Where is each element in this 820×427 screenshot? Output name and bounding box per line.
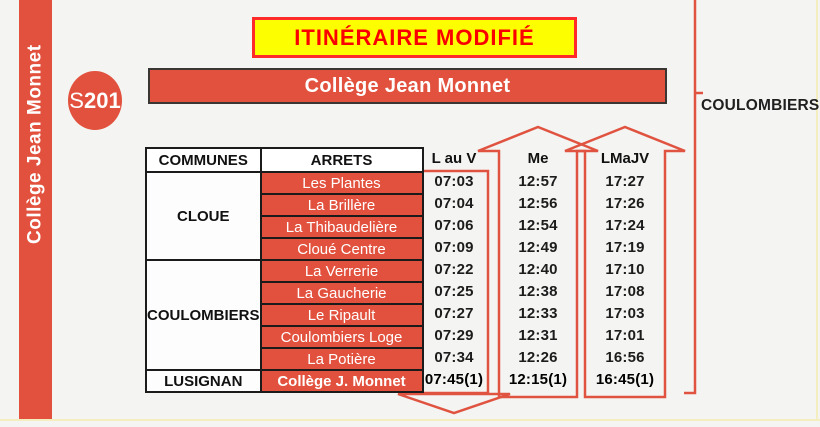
table-row: [146, 260, 423, 282]
bottom-edge-line: [0, 419, 820, 421]
time-cell: 07:27: [434, 305, 474, 322]
time-cell: 07:06: [434, 217, 474, 234]
time-cell: 17:10: [605, 261, 645, 278]
right-edge-line: [816, 0, 818, 421]
time-cell: 07:04: [434, 195, 474, 212]
table-row: [146, 172, 423, 194]
modified-itinerary-banner: [252, 17, 577, 58]
stop-name: Cloué Centre: [261, 238, 423, 260]
time-cell: 12:31: [518, 327, 558, 344]
time-cell: 12:26: [518, 349, 558, 366]
time-cell: 12:15(1): [508, 371, 568, 388]
stop-name: La Thibaudelière: [261, 216, 423, 238]
route-badge: [68, 71, 122, 130]
time-cell: 16:45(1): [595, 371, 655, 388]
modified-itinerary-text: ITINÉRAIRE MODIFIÉ: [294, 24, 535, 50]
time-cell: 17:01: [605, 327, 645, 344]
stop-name: La Brillère: [261, 194, 423, 216]
time-cell: 07:09: [434, 239, 474, 256]
col-header-me: Me: [527, 150, 549, 167]
time-cell: 12:38: [518, 283, 558, 300]
stop-name-destination: Collège J. Monnet: [261, 370, 423, 392]
time-cell: 12:54: [518, 217, 558, 234]
time-cell: 07:34: [434, 349, 474, 366]
table-row: [146, 370, 423, 392]
time-cell: 16:56: [605, 349, 645, 366]
route-badge-number: 201: [83, 87, 121, 113]
stop-name: Le Ripault: [261, 304, 423, 326]
right-label-coulombiers: COULOMBIERS: [701, 97, 820, 114]
school-title-text: Collège Jean Monnet: [304, 74, 511, 97]
col-header-l-au-v: L au V: [431, 150, 477, 167]
col-header-lmajv: LMaJV: [600, 150, 650, 167]
time-cell: 17:08: [605, 283, 645, 300]
time-cell: 12:56: [518, 195, 558, 212]
time-cell: 17:26: [605, 195, 645, 212]
time-cell: 07:45(1): [424, 371, 484, 388]
time-cell: 07:29: [434, 327, 474, 344]
route-badge-prefix: S: [69, 87, 84, 113]
time-cell: 17:24: [605, 217, 645, 234]
time-cell: 07:03: [434, 173, 474, 190]
time-cell: 17:03: [605, 305, 645, 322]
time-cell: 17:27: [605, 173, 645, 190]
time-cell: 12:49: [518, 239, 558, 256]
stop-name: Coulombiers Loge: [261, 326, 423, 348]
time-cell: 12:40: [518, 261, 558, 278]
time-cell: 12:33: [518, 305, 558, 322]
stop-name: La Potière: [261, 348, 423, 370]
time-cell: 07:25: [434, 283, 474, 300]
timecol-l-au-v: [420, 171, 488, 391]
commune-cloue: CLOUE: [146, 172, 261, 260]
sidebar-title: Collège Jean Monnet: [24, 44, 46, 245]
stop-name: La Gaucherie: [261, 282, 423, 304]
timecol-lmajv: [585, 171, 665, 391]
commune-lusignan: LUSIGNAN: [146, 370, 261, 392]
time-cell: 17:19: [605, 239, 645, 256]
school-title-bar: [148, 68, 667, 104]
schedule-table: [145, 147, 424, 393]
table-header-row: [146, 148, 423, 172]
time-cell: 12:57: [518, 173, 558, 190]
stop-name: Les Plantes: [261, 172, 423, 194]
stop-name: La Verrerie: [261, 260, 423, 282]
timecol-me: [499, 171, 577, 391]
time-cell: 07:22: [434, 261, 474, 278]
right-bracket: [684, 0, 703, 393]
col-header-arrets: ARRETS: [261, 148, 423, 172]
commune-coulombiers: COULOMBIERS: [146, 260, 261, 370]
col-header-communes: COMMUNES: [146, 148, 261, 172]
